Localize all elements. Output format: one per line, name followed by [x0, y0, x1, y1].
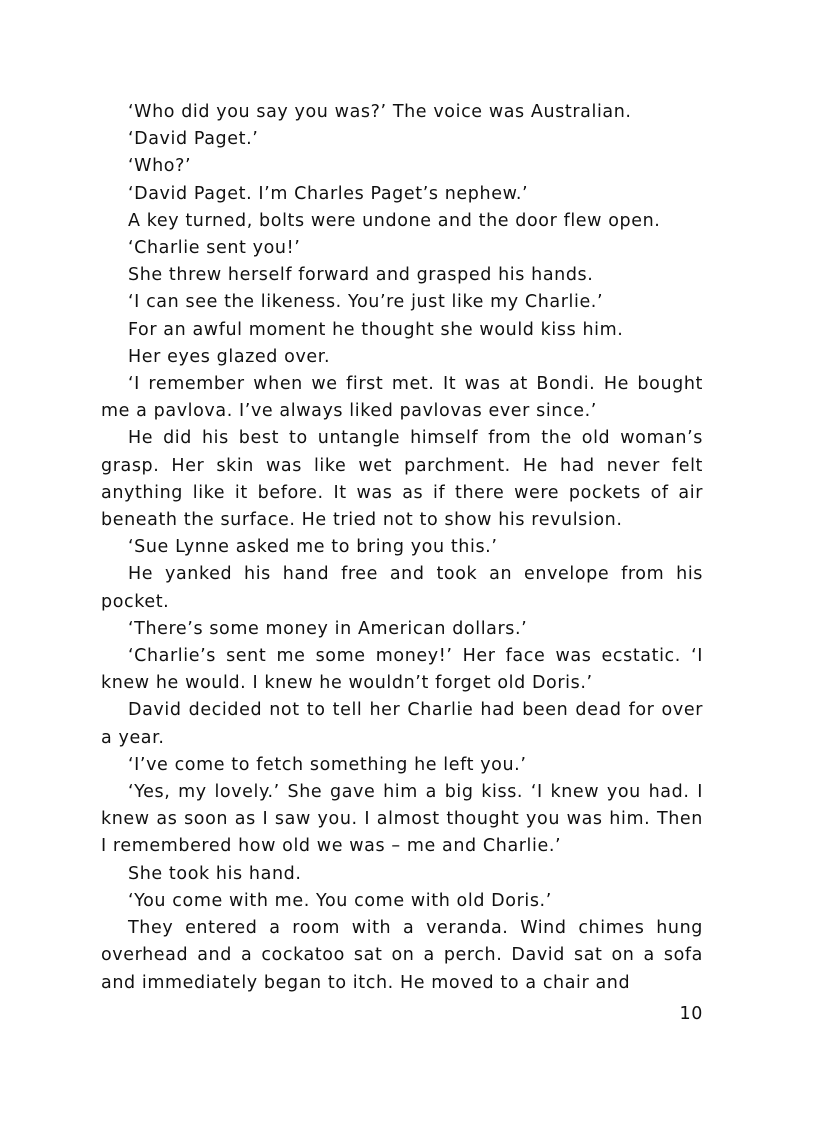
- paragraph: A key turned, bolts were undone and the door flew open.: [128, 210, 661, 231]
- paragraph: For an awful moment he thought she would kiss him.: [128, 319, 624, 340]
- paragraph: David decided not to tell her Charlie had been dead for over a year.: [101, 700, 703, 748]
- paragraph: ‘Who did you say you was?’ The voice was Australian.: [128, 102, 632, 122]
- paragraph: ‘There’s some money in American dollars.’: [128, 618, 528, 639]
- paragraph: ‘Yes, my lovely.’ She gave him a big kiss. ‘I knew you had. I knew as soon as I saw you. I almost thought you was him. Then I remembered how old we was – me and Charlie.’: [101, 782, 703, 857]
- page-number: 10: [679, 1004, 703, 1024]
- paragraph: She threw herself forward and grasped his hands.: [128, 265, 594, 286]
- paragraph: ‘David Paget.’: [128, 129, 259, 150]
- paragraph: ‘Sue Lynne asked me to bring you this.’: [128, 537, 498, 558]
- paragraph: ‘I remember when we first met. It was at Bondi. He bought me a pavlova. I’ve always liked pavlovas ever since.’: [101, 374, 703, 422]
- paragraph: He yanked his hand free and took an envelope from his pocket.: [101, 564, 703, 612]
- paragraph: ‘David Paget. I’m Charles Paget’s nephew.’: [128, 183, 529, 204]
- page-body: [101, 99, 703, 997]
- paragraph: ‘You come with me. You come with old Doris.’: [128, 890, 552, 911]
- paragraph: Her eyes glazed over.: [128, 346, 331, 367]
- paragraph: He did his best to untangle himself from the old woman’s grasp. Her skin was like wet parchment. He had never felt anything like it before. It was as if there were pockets of air beneath the surface. He tried not to show his revulsion.: [101, 428, 703, 531]
- paragraph: ‘Charlie’s sent me some money!’ Her face was ecstatic. ‘I knew he would. I knew he wouldn’t forget old Doris.’: [101, 646, 703, 694]
- paragraph: ‘I can see the likeness. You’re just like my Charlie.’: [128, 292, 604, 313]
- paragraph: She took his hand.: [128, 863, 302, 884]
- paragraph: ‘I’ve come to fetch something he left you.’: [128, 754, 527, 775]
- paragraph: ‘Charlie sent you!’: [128, 238, 301, 259]
- paragraph: They entered a room with a veranda. Wind chimes hung overhead and a cockatoo sat on a perch. David sat on a sofa and immediately began to itch. He moved to a chair and: [101, 918, 703, 993]
- paragraph: ‘Who?’: [128, 156, 192, 177]
